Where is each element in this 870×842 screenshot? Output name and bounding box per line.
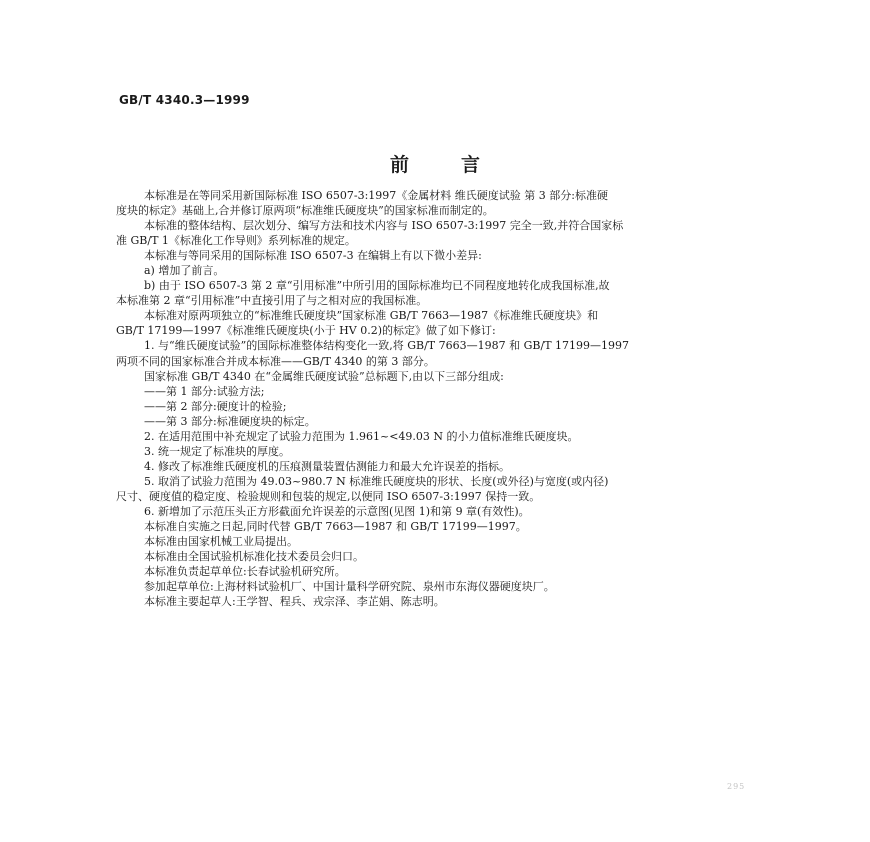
paragraph-line: 本标准的整体结构、层次划分、编写方法和技术内容与 ISO 6507-3:1997 完全一致,并符合国家标 <box>144 219 624 233</box>
paragraph-line: 本标准主要起草人:王学智、程兵、戎宗泽、李芷娟、陈志明。 <box>144 595 445 609</box>
paragraph-line: 准 GB/T 1《标准化工作导则》系列标准的规定。 <box>116 234 356 248</box>
paragraph-line: 尺寸、硬度值的稳定度、检验规则和包装的规定,以便同 ISO 6507-3:1997 保持一致。 <box>116 489 541 503</box>
paragraph-line: 本标准与等同采用的国际标准 ISO 6507-3 在编辑上有以下微小差异: <box>144 249 482 263</box>
paragraph-line: 度块的标定》基础上,合并修订原两项“标准维氏硬度块”的国家标准而制定的。 <box>116 204 494 218</box>
paragraph-line: 本标准第 2 章“引用标准”中直接引用了与之相对应的我国标准。 <box>116 294 428 308</box>
paragraph-line: 本标准由国家机械工业局提出。 <box>144 535 298 549</box>
paragraph-line: ——第 1 部分:试验方法; <box>144 384 265 398</box>
paragraph-line: 本标准负责起草单位:长春试验机研究所。 <box>144 565 346 579</box>
paragraph-line: 本标准自实施之日起,同时代替 GB/T 7663—1987 和 GB/T 17199—1997。 <box>144 520 527 534</box>
paragraph-line: 4. 修改了标准维氏硬度机的压痕测量装置估测能力和最大允许误差的指标。 <box>144 459 510 473</box>
paragraph-line: 5. 取消了试验力范围为 49.03~980.7 N 标准维氏硬度块的形状、长度(或外径)与宽度(或内径) <box>144 474 609 488</box>
paragraph-line: b) 由于 ISO 6507-3 第 2 章“引用标准”中所引用的国际标准均已不同程度地转化成我国标准,故 <box>144 279 610 293</box>
standard-code: GB/T 4340.3—1999 <box>119 93 250 107</box>
paragraph-line: ——第 2 部分:硬度计的检验; <box>144 399 287 413</box>
paragraph-line: 1. 与“维氏硬度试验”的国际标准整体结构变化一致,将 GB/T 7663—1987 和 GB/T 17199—1997 <box>144 339 630 353</box>
page-number: 295 <box>727 782 746 791</box>
paragraph-line: 国家标准 GB/T 4340 在“金属维氏硬度试验”总标题下,由以下三部分组成: <box>144 369 504 383</box>
paragraph-line: a) 增加了前言。 <box>144 264 225 278</box>
paragraph-line: 3. 统一规定了标准块的厚度。 <box>144 444 290 458</box>
paragraph-line: ——第 3 部分:标准硬度块的标定。 <box>144 414 316 428</box>
paragraph-line: GB/T 17199—1997《标准维氏硬度块(小于 HV 0.2)的标定》做了如下修订: <box>116 324 496 338</box>
paragraph-line: 2. 在适用范围中补充规定了试验力范围为 1.961~<49.03 N 的小力值标准维氏硬度块。 <box>144 429 579 443</box>
paragraph-line: 本标准由全国试验机标准化技术委员会归口。 <box>144 550 364 564</box>
foreword-body <box>116 188 776 609</box>
paragraph-line: 本标准是在等同采用新国际标准 ISO 6507-3:1997《金属材料 维氏硬度试验 第 3 部分:标准硬 <box>144 189 608 202</box>
page-title: 前言 <box>389 154 532 176</box>
paragraph-line: 本标准对原两项独立的“标准维氏硬度块”国家标准 GB/T 7663—1987《标准维氏硬度块》和 <box>144 309 599 323</box>
paragraph-line: 6. 新增加了示范压头正方形截面允许误差的示意图(见图 1)和第 9 章(有效性)。 <box>144 504 530 518</box>
paragraph-line: 两项不同的国家标准合并成本标准——GB/T 4340 的第 3 部分。 <box>116 354 435 368</box>
paragraph-line: 参加起草单位:上海材料试验机厂、中国计量科学研究院、泉州市东海仪器硬度块厂。 <box>144 580 555 594</box>
